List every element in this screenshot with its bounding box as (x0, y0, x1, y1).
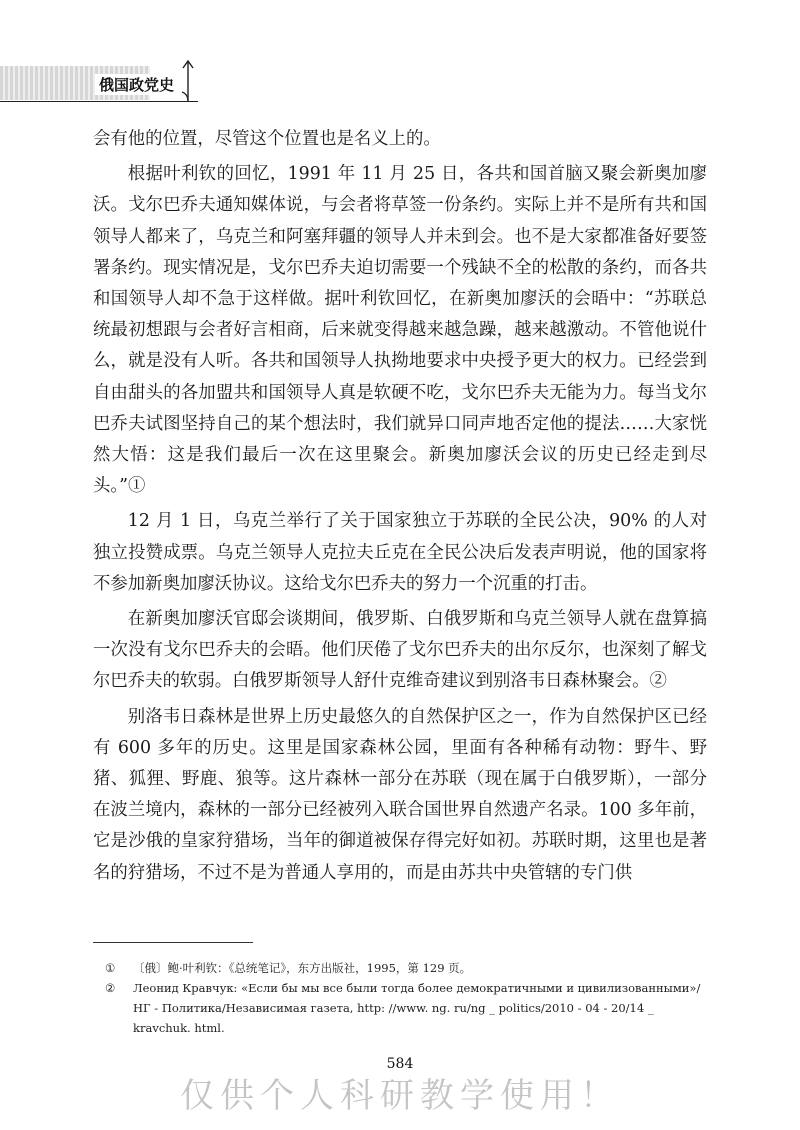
footnotes (105, 958, 710, 1038)
paragraph-yeltsin-memoir: 根据叶利钦的回忆，1991 年 11 月 25 日，各共和国首脑又聚会新奥加廖沃。戈尔巴乔夫通知媒体说，与会者将草签一份条约。实际上并不是所有共和国领导人都来了，乌克兰和阿塞拜疆的领导人并未到会。也不是大家都准备好要签署条约。现实情况是，戈尔巴乔夫迫切需要一个残缺不全的松散的条约，而各共和国领导人却不急于这样做。据叶利钦回忆，在新奥加廖沃的会晤中：“苏联总统最初想跟与会者好言相商，后来就变得越来越急躁，越来越激动。不管他说什么，就是没有人听。各共和国领导人执拗地要求中央授予更大的权力。已经尝到自由甜头的各加盟共和国领导人真是软硬不吃，戈尔巴乔夫无能为力。每当戈尔巴乔夫试图坚持自己的某个想法时，我们就异口同声地否定他的提法……大家恍然大悟：这是我们最后一次在这里聚会。新奥加廖沃会议的历史已经走到尽头。”① (93, 164, 707, 497)
footnote-marker: ② (105, 981, 116, 995)
footnote-item (105, 978, 710, 1038)
page-number: 584 (386, 1056, 414, 1072)
footnote-separator (93, 942, 253, 943)
running-header-title: 俄国政党史 (95, 74, 180, 95)
watermark: 仅供个人科研教学使用！ (180, 1076, 620, 1116)
body-text (93, 124, 707, 889)
footnote-item (105, 958, 710, 978)
up-arrow-icon (180, 58, 196, 104)
paragraph-leaders-meeting: 在新奥加廖沃官邸会谈期间，俄罗斯、白俄罗斯和乌克兰领导人就在盘算搞一次没有戈尔巴乔夫的会晤。他们厌倦了戈尔巴乔夫的出尔反尔，也深刻了解戈尔巴乔夫的软弱。白俄罗斯领导人舒什克维奇建议到别洛韦日森林聚会。② (93, 609, 707, 692)
footnote-text: Леонид Кравчук: «Если бы мы все были тогда более демократичными и цивилизованными»/ НГ - Политика/Независимая газета, http: //www. ng. ru/ng _ politics/2010 - 04 - 20/14 _ kravchuk. html. (133, 981, 701, 1035)
footnote-marker: ① (105, 961, 116, 975)
footnote-text: 〔俄〕鲍·叶利钦：《总统笔记》，东方出版社，1995，第 129 页。 (133, 961, 472, 975)
paragraph-continued: 会有他的位置，尽管这个位置也是名义上的。 (93, 129, 441, 149)
paragraph-ukraine-referendum: 12 月 1 日，乌克兰举行了关于国家独立于苏联的全民公决，90% 的人对独立投赞成票。乌克兰领导人克拉夫丘克在全民公决后发表声明说，他的国家将不参加新奥加廖沃协议。这给戈尔巴乔夫的努力一个沉重的打击。 (93, 511, 707, 594)
header-rule (0, 101, 198, 102)
paragraph-belovezh-forest: 别洛韦日森林是世界上历史最悠久的自然保护区之一，作为自然保护区已经有 600 多年的历史。这里是国家森林公园，里面有各种稀有动物：野牛、野猪、狐狸、野鹿、狼等。这片森林一部分在苏联（现在属于白俄罗斯），一部分在波兰境内，森林的一部分已经被列入联合国世界自然遗产名录。100 多年前，它是沙俄的皇家狩猎场，当年的御道被保存得完好如初。苏联时期，这里也是著名的狩猎场，不过不是为普通人享用的，而是由苏共中央管辖的专门供 (93, 706, 707, 883)
